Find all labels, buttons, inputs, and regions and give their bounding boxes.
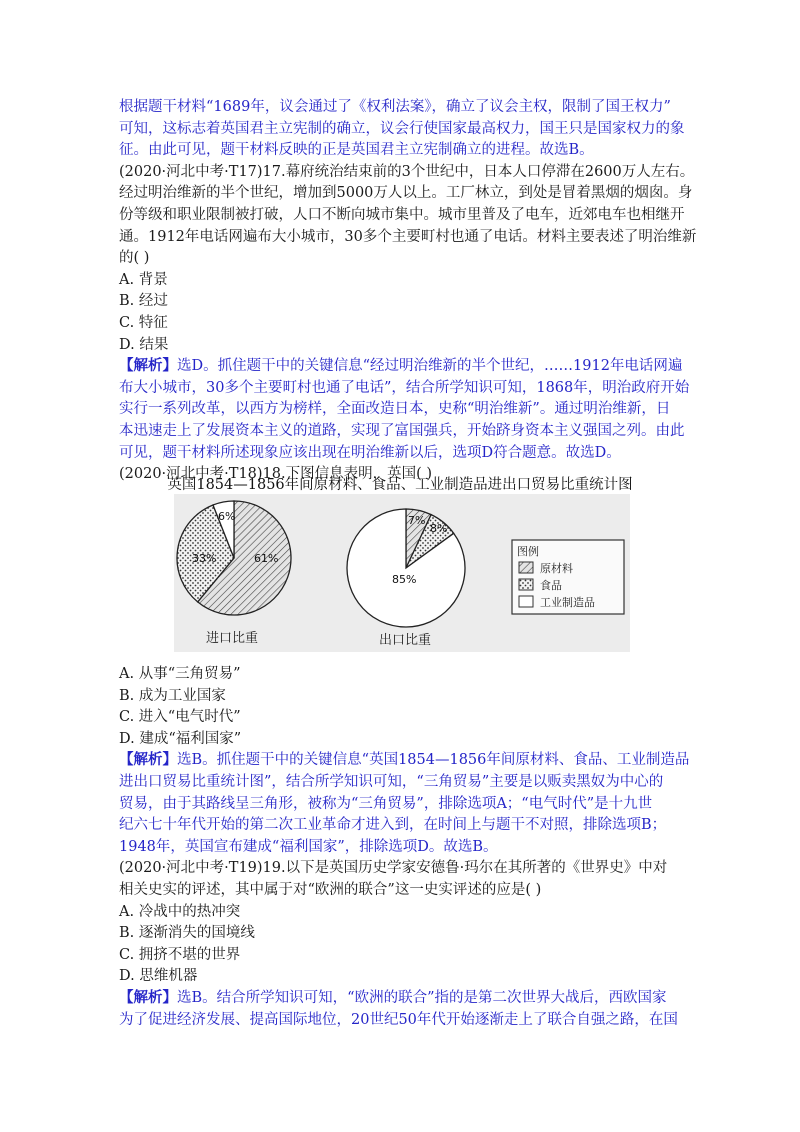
text-line-content: 选B。抓住题干中的关键信息“英国1854—1856年间原材料、食品、工业制造品 xyxy=(177,752,690,769)
text-line-content: D. 建成“福利国家” xyxy=(119,730,242,747)
text-line-content: 可见，题干材料所述现象应该出现在明治维新以后，选项D符合题意。故选D。 xyxy=(119,444,621,461)
text-line xyxy=(119,772,663,792)
analysis-marker: 【解析】 xyxy=(119,751,177,769)
text-line xyxy=(119,443,621,463)
text-line-content: D. 思维机器 xyxy=(119,968,198,985)
text-line-content: 经过明治维新的半个世纪，增加到5000万人以上。工厂林立，到处是冒着黑烟的烟囱。身 xyxy=(119,185,693,202)
text-line xyxy=(119,97,671,117)
legend-swatch-food xyxy=(519,579,533,590)
text-line-content: A. 背景 xyxy=(119,271,168,288)
text-line-content: 实行一系列改革，以西方为榜样，全面改造日本，史称“明治维新”。通过明治维新，日 xyxy=(119,401,671,418)
pie-slice-label: 8% xyxy=(430,522,448,535)
text-line xyxy=(119,270,168,290)
text-line-content: (2020·河北中考·T19)19.以下是英国历史学家安德鲁·玛尔在其所著的《世界史》中对 xyxy=(119,860,668,877)
text-line-content: 纪六七十年代开始的第二次工业革命才进入到，在时间上与题干不对照，排除选项B； xyxy=(119,817,667,834)
text-line xyxy=(119,880,541,900)
text-line-content: A. 冷战中的热冲突 xyxy=(119,903,241,920)
text-line-content: 为了促进经济发展、提高国际地位，20世纪50年代开始逐渐走上了联合自强之路，在国 xyxy=(119,1011,678,1028)
text-line-content: C. 拥挤不堪的世界 xyxy=(119,946,241,963)
text-line-content: 份等级和职业限制被打破，人口不断向城市集中。城市里普及了电车，近郊电车也相继开 xyxy=(119,207,685,223)
text-line xyxy=(119,815,666,835)
text-line-content: 征。由此可见，题干材料反映的正是英国君主立宪制确立的进程。故选B。 xyxy=(119,142,594,159)
import-pie-label: 进口比重 xyxy=(206,631,259,646)
import-pie xyxy=(177,501,291,615)
text-line-content: C. 特征 xyxy=(119,315,168,331)
text-line xyxy=(119,399,670,419)
text-line-content: 选D。抓住题干中的关键信息“经过明治维新的半个世纪，……1912年电话网遍 xyxy=(177,358,683,375)
legend-swatch-manufactured xyxy=(519,596,533,607)
text-line xyxy=(119,686,226,706)
pie-slice-label: 33% xyxy=(192,552,217,565)
legend xyxy=(512,540,624,614)
text-line xyxy=(119,923,255,943)
text-line-content: (2020·河北中考·T18)18.下图信息表明，英国( ) xyxy=(119,466,433,483)
text-line xyxy=(119,858,667,878)
pie-slice-label: 85% xyxy=(392,573,417,586)
legend-title: 图例 xyxy=(517,545,539,558)
text-line xyxy=(119,313,168,333)
text-line xyxy=(119,162,694,182)
text-line xyxy=(119,421,685,441)
text-line xyxy=(119,183,692,203)
text-line xyxy=(119,140,594,160)
text-line-content: B. 逐渐消失的国境线 xyxy=(119,925,255,942)
legend-label-food: 食品 xyxy=(540,579,562,592)
text-line xyxy=(119,248,149,268)
text-line-content: 布大小城市，30多个主要町村也通了电话”，结合所学知识可知，1868年，明治政府开始 xyxy=(119,379,690,396)
text-line-content: (2020·河北中考·T17)17.幕府统治结束前的3个世纪中，日本人口停滞在2600万人左右。 xyxy=(119,163,695,180)
text-line xyxy=(119,988,666,1008)
text-line-content: 可知，这标志着英国君主立宪制的确立，议会行使国家最高权力，国王只是国家权力的象 xyxy=(119,120,685,137)
analysis-marker: 【解析】 xyxy=(119,357,177,375)
text-line xyxy=(119,356,682,376)
export-pie xyxy=(347,509,465,627)
figure-title: 英国1854—1856年间原材料、食品、工业制造品进出口贸易比重统计图 xyxy=(167,477,633,493)
text-line-content: 相关史实的评述，其中属于对“欧洲的联合”这一史实评述的应是( ) xyxy=(119,882,542,898)
text-line xyxy=(119,1010,678,1030)
pie-slice-label: 61% xyxy=(254,552,279,565)
text-line-content: A. 从事“三角贸易” xyxy=(119,666,241,682)
text-line xyxy=(119,750,689,770)
text-line xyxy=(119,227,696,247)
text-line-content: D. 结果 xyxy=(119,336,169,353)
text-line xyxy=(119,837,498,857)
text-line xyxy=(119,729,241,749)
text-line xyxy=(119,335,168,355)
text-line xyxy=(119,291,168,311)
text-line xyxy=(119,378,689,398)
export-pie-label: 出口比重 xyxy=(379,633,432,648)
pie-slice-label: 6% xyxy=(218,510,236,523)
text-line-content: 1948年，英国宣布建成“福利国家”，排除选项D。故选B。 xyxy=(119,838,498,855)
text-line-content: 通。1912年电话网遍布大小城市，30多个主要町村也通了电话。材料主要表述了明治维新 xyxy=(119,228,697,245)
pie-chart-svg xyxy=(174,494,630,652)
text-line xyxy=(119,902,240,922)
text-line xyxy=(119,119,685,139)
text-line xyxy=(119,664,241,684)
text-line xyxy=(119,205,685,225)
analysis-marker: 【解析】 xyxy=(119,989,177,1006)
legend-swatch-raw xyxy=(519,562,533,573)
text-line-content: 的( ) xyxy=(119,250,150,267)
text-line xyxy=(119,966,197,986)
text-line-content: 根据题干材料“1689年，议会通过了《权利法案》，确立了议会主权，限制了国王权力” xyxy=(119,99,671,115)
text-line-content: B. 成为工业国家 xyxy=(119,687,226,704)
text-line xyxy=(119,945,240,965)
text-line-content: C. 进入“电气时代” xyxy=(119,709,241,726)
legend-label-manufactured: 工业制造品 xyxy=(540,596,595,609)
legend-label-raw: 原材料 xyxy=(540,562,573,575)
pie-slice-label: 7% xyxy=(408,514,426,527)
text-line xyxy=(119,707,241,727)
text-line xyxy=(119,794,652,814)
text-line-content: 进出口贸易比重统计图”，结合所学知识可知，“三角贸易”主要是以贩卖黑奴为中心的 xyxy=(119,774,664,790)
text-line-content: B. 经过 xyxy=(119,293,168,310)
text-line-content: 本迅速走上了发展资本主义的道路，实现了富国强兵，开始跻身资本主义强国之列。由此 xyxy=(119,423,685,439)
text-line-content: 贸易，由于其路线呈三角形，被称为“三角贸易”，排除选项A；“电气时代”是十九世 xyxy=(119,795,653,812)
pie-chart-figure xyxy=(174,494,630,652)
text-line-content: 选B。结合所学知识可知，“欧洲的联合”指的是第二次世界大战后，西欧国家 xyxy=(177,990,667,1006)
